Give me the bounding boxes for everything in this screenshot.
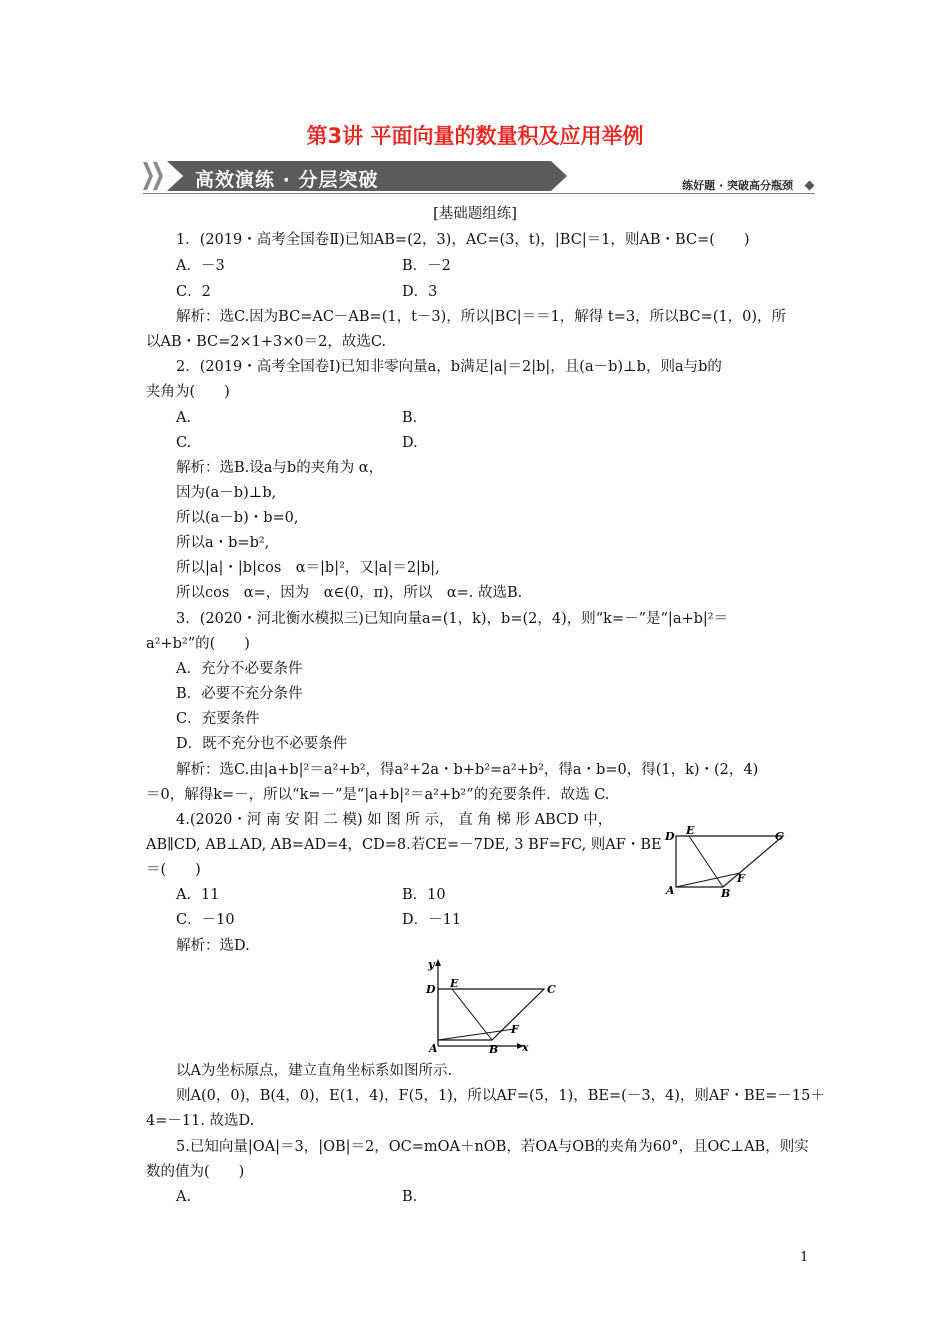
q4-option-a: A．11 xyxy=(176,887,220,903)
page-number: 1 xyxy=(800,1250,809,1265)
q2-solution-4: 所以a・b=b², xyxy=(176,535,270,551)
q1-option-d: D．3 xyxy=(402,284,438,300)
fig1-label-e: E xyxy=(686,826,695,837)
q2-stem-1: 2．(2019・高考全国卷Ⅰ)已知非零向量a，b满足|a|＝2|b|，且(a－b)⊥b，则a与b的 xyxy=(176,359,722,375)
q1-option-c: C．2 xyxy=(176,284,211,300)
section-label: [基础题组练] xyxy=(433,206,517,222)
q2-option-a: A. xyxy=(176,410,192,426)
q4-solution-4: 4=－11. 故选D. xyxy=(146,1113,255,1129)
q1-option-b: B．－2 xyxy=(402,258,451,274)
q2-stem-2: 夹角为( ) xyxy=(146,384,230,400)
fig1-label-c: C xyxy=(775,830,784,843)
q2-option-d: D. xyxy=(402,435,418,451)
q4-stem-1: 4.(2020・河 南 安 阳 二 模) 如 图 所 示， 直 角 梯 形 ABCD 中， xyxy=(176,812,613,828)
q3-stem-2: a²+b²”的( ) xyxy=(146,636,250,652)
page-title: 第3讲 平面向量的数量积及应用举例 xyxy=(306,124,644,148)
q2-solution-3: 所以(a－b)・b=0, xyxy=(176,510,299,526)
q3-stem-1: 3．(2020・河北衡水模拟三)已知向量a=(1，k)，b=(2，4)，则“k=－”是“|a+b|²＝ xyxy=(176,611,729,627)
q2-solution-5: 所以|a|・|b|cos α＝|b|²，又|a|＝2|b|, xyxy=(176,560,440,576)
q3-solution-1: 解析：选C.由|a+b|²＝a²+b²，得a²+2a・b+b²=a²+b²，得a・b=0，得(1，k)・(2，4) xyxy=(176,762,759,778)
chevron-right-icon xyxy=(153,162,163,190)
q1-option-a: A．－3 xyxy=(176,258,225,274)
trapezoid-figure xyxy=(660,826,790,900)
q3-option-a: A．充分不必要条件 xyxy=(176,661,303,677)
q4-option-d: D．－11 xyxy=(402,912,462,928)
fig2-label-c: C xyxy=(547,983,556,996)
coordinate-figure xyxy=(420,955,565,1060)
q2-solution-2: 因为(a－b)⊥b, xyxy=(176,485,277,501)
q3-solution-2: ＝0，解得k=－，所以“k=－”是“|a+b|²＝a²+b²”的充要条件．故选 C. xyxy=(146,787,610,803)
fig2-label-d: D xyxy=(426,983,436,996)
q3-option-c: C．充要条件 xyxy=(176,711,260,727)
q4-solution-2: 以A为坐标原点，建立直角坐标系如图所示. xyxy=(176,1063,453,1079)
q1-solution-2: 以AB・BC=2×1+3×0＝2，故选C. xyxy=(146,334,387,350)
q3-option-b: B．必要不充分条件 xyxy=(176,686,303,702)
q5-stem-2: 数的值为( ) xyxy=(146,1164,245,1180)
fig2-label-e: E xyxy=(450,977,459,990)
banner-rule xyxy=(143,193,815,194)
banner-main-text: 高效演练 · 分层突破 xyxy=(195,169,379,191)
fig2-label-x: x xyxy=(522,1041,529,1054)
q5-stem-1: 5.已知向量|OA|＝3，|OB|＝2，OC=mOA＋nOB，若OA与OB的夹角为60°，且OC⊥AB，则实 xyxy=(176,1139,809,1155)
fig2-label-f: F xyxy=(511,1023,519,1036)
fig1-label-f: F xyxy=(737,872,745,885)
q1-stem: 1．(2019・高考全国卷Ⅱ)已知AB=(2，3)，AC=(3，t)，|BC|＝1，则AB・BC=( ) xyxy=(176,232,750,248)
q4-option-b: B．10 xyxy=(402,887,446,903)
q2-option-b: B. xyxy=(402,410,418,426)
banner-sub-text: 练好题 · 突破高分瓶颈 xyxy=(682,179,793,192)
q4-option-c: C．－10 xyxy=(176,912,235,928)
fig2-label-y: y xyxy=(428,958,435,971)
q5-option-a: A. xyxy=(176,1189,192,1205)
q3-option-d: D．既不充分也不必要条件 xyxy=(176,736,348,752)
fig1-label-d: D xyxy=(665,830,675,843)
fig2-label-b: B xyxy=(489,1043,499,1056)
diamond-icon xyxy=(805,181,815,191)
fig1-label-a: A xyxy=(666,884,675,897)
q4-stem-2: AB∥CD, AB⊥AD, AB=AD=4，CD=8.若CE=－7DE, 3 BF=FC, 则AF・BE xyxy=(146,837,662,853)
q2-solution-1: 解析：选B.设a与b的夹角为 α， xyxy=(176,460,384,476)
section-banner xyxy=(143,157,815,195)
q2-option-c: C. xyxy=(176,435,192,451)
chevron-right-icon xyxy=(143,162,153,190)
fig2-label-a: A xyxy=(429,1042,438,1055)
q4-solution-1: 解析：选D. xyxy=(176,938,250,954)
q5-option-b: B. xyxy=(402,1189,418,1205)
q1-solution-1: 解析：选C.因为BC=AC－AB=(1，t－3)，所以|BC|＝＝1，解得 t=3，所以BC=(1，0)，所 xyxy=(176,309,787,325)
fig1-label-b: B xyxy=(721,887,731,900)
q2-solution-6: 所以cos α=，因为 α∈(0，π)，所以 α=. 故选B. xyxy=(176,585,523,601)
q4-stem-3: ＝( ) xyxy=(146,862,201,878)
q4-solution-3: 则A(0，0)，B(4，0)，E(1，4)，F(5，1)，所以AF=(5，1)，BE=(－3，4)，则AF・BE=－15＋ xyxy=(176,1088,825,1104)
